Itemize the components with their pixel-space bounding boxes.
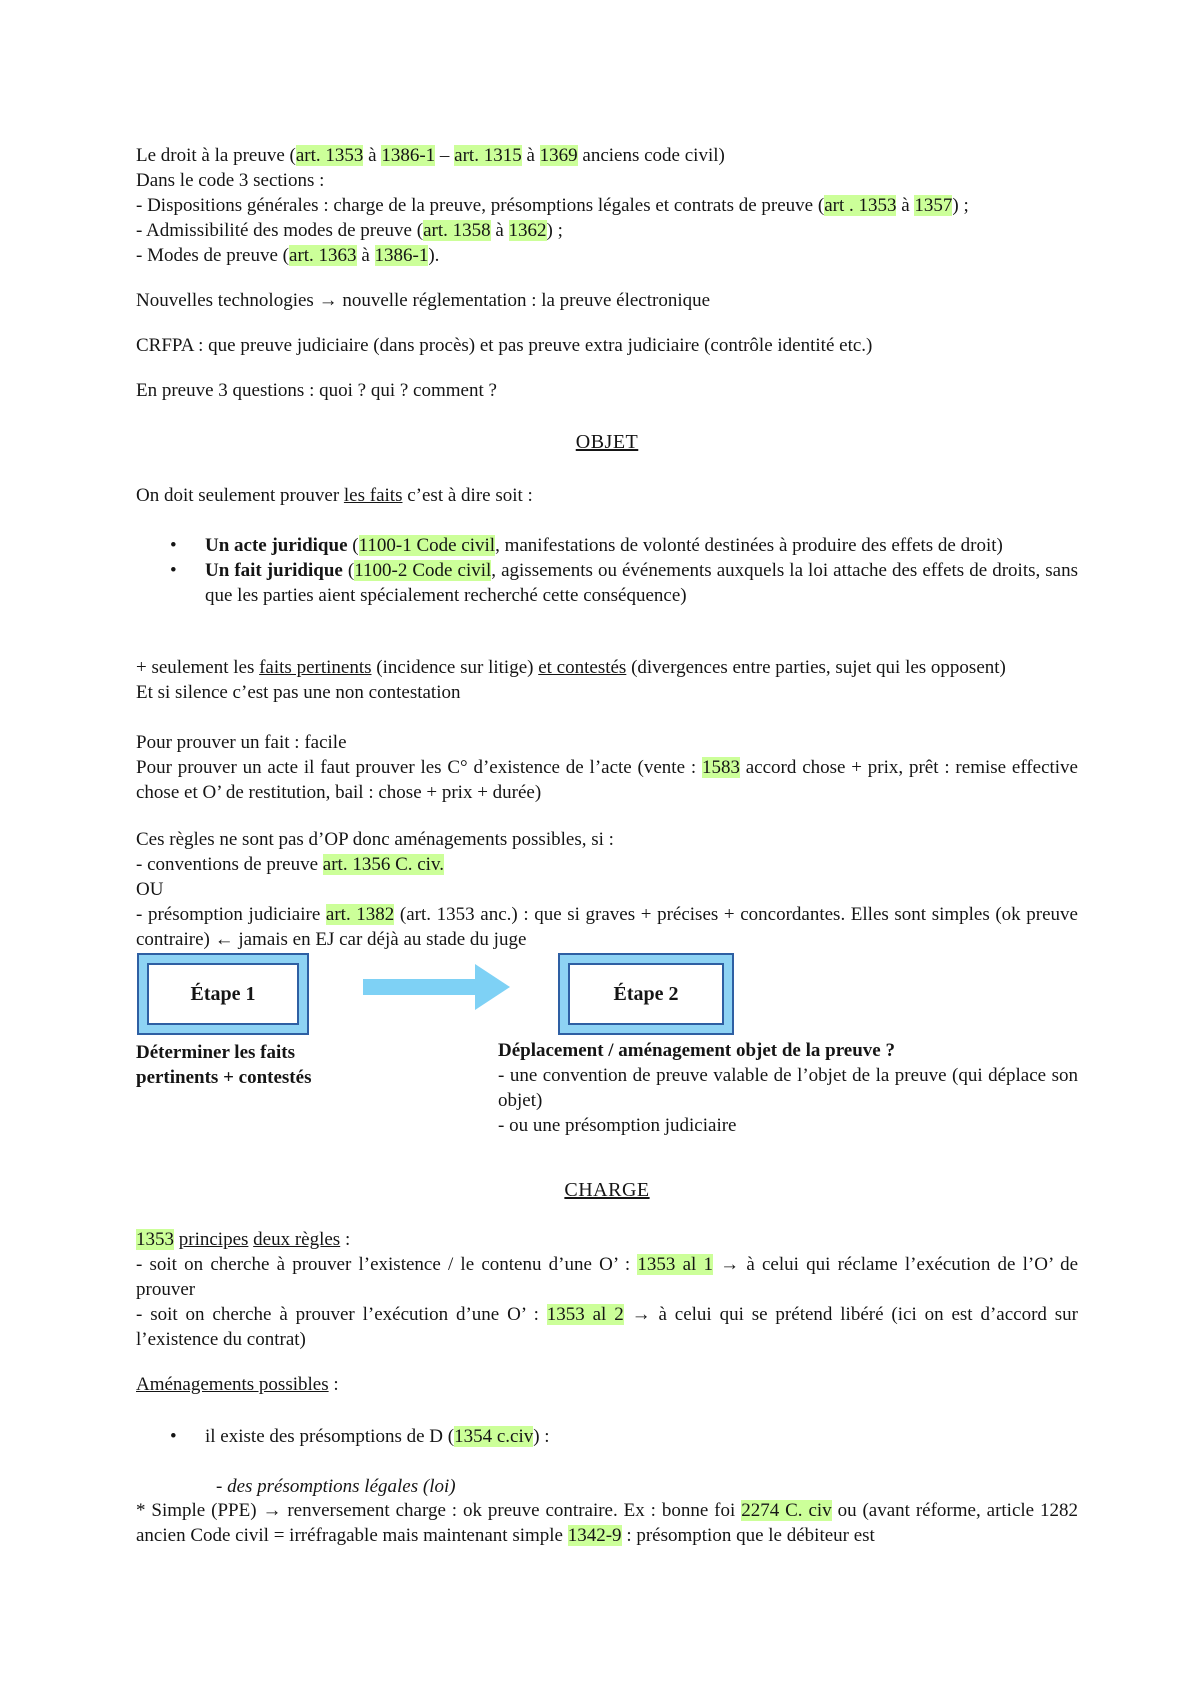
step1-label: Étape 1 [190, 982, 256, 1005]
op-line-1: Ces règles ne sont pas d’OP donc aménagements possibles, si : [136, 829, 614, 850]
paragraph-pertinents [136, 655, 1078, 705]
paragraph-prouver [136, 730, 1078, 805]
charge-line-3: - soit on cherche à prouver l’exécution d’une O’ : 1353 al 2 → à celui qui se prétend libéré (ici on est d’accord sur l’existence du contrat) [136, 1304, 1078, 1350]
intro-line-5: - Modes de preuve (art. 1363 à 1386-1). [136, 245, 440, 266]
op-line-2: - conventions de preuve art. 1356 C. civ. [136, 854, 444, 875]
pertinents-line-1: + seulement les faits pertinents (incidence sur litige) et contestés (divergences entre parties, sujet qui les opposent) [136, 657, 1006, 678]
caption-step2-item-1: - une convention de preuve valable de l’objet de la preuve (qui déplace son objet) [498, 1065, 1078, 1111]
intro-line-3: - Dispositions générales : charge de la preuve, présomptions légales et contrats de preuve (art . 1353 à 1357) ; [136, 195, 969, 216]
paragraph-on-doit: On doit seulement prouver les faits c’est à dire soit : [136, 485, 533, 506]
intro-line-2: Dans le code 3 sections : [136, 170, 325, 191]
bullet-icon: • [170, 535, 177, 556]
paragraph-technologies: Nouvelles technologies → nouvelle réglementation : la preuve électronique [136, 290, 711, 311]
step2-box [558, 953, 734, 1035]
step1-inner-box [147, 963, 299, 1025]
paragraph-charge-regles [136, 1227, 1078, 1352]
caption-step2 [498, 1038, 1078, 1138]
step2-label: Étape 2 [613, 982, 679, 1005]
paragraph-amenagements: Aménagements possibles : [136, 1374, 339, 1395]
caption-step1: Déterminer les faits pertinents + contestés [136, 1042, 312, 1088]
charge-line-1: 1353 principes deux règles : [136, 1229, 351, 1250]
op-line-3: OU [136, 879, 164, 900]
list-item-text: il existe des présomptions de D (1354 c.civ) : [205, 1426, 550, 1447]
prouver-line-2: Pour prouver un acte il faut prouver les C° d’existence de l’acte (vente : 1583 accord chose + prix, prêt : remise effective chose et O’ de restitution, bail : chose + prix + durée) [136, 757, 1078, 803]
step2-inner-box [568, 963, 724, 1025]
caption-step2-item-2: - ou une présomption judiciaire [498, 1115, 737, 1136]
paragraph-crfpa: CRFPA : que preuve judiciaire (dans procès) et pas preuve extra judiciaire (contrôle identité etc.) [136, 335, 873, 356]
bullet-icon: • [170, 1426, 177, 1447]
heading-objet [136, 430, 1078, 455]
list-item-text: Un acte juridique (1100-1 Code civil, manifestations de volonté destinées à produire des effets de droit) [205, 535, 1003, 556]
prouver-line-1: Pour prouver un fait : facile [136, 732, 347, 753]
list-item-fait-juridique [136, 558, 1078, 608]
bullet-icon: • [170, 560, 177, 581]
list-item-presomptions [136, 1424, 1078, 1449]
paragraph-simple-ppe: * Simple (PPE) → renversement charge : ok preuve contraire. Ex : bonne foi 2274 C. civ ou (avant réforme, article 1282 ancien Code civil = irréfragable mais maintenant simple 1342-9 : présomption que le débiteur est [136, 1500, 1078, 1546]
list-item-acte-juridique [136, 533, 1078, 558]
charge-line-2: - soit on cherche à prouver l’existence / le contenu d’une O’ : 1353 al 1 → à celui qui réclame l’exécution de l’O’ de prouver [136, 1254, 1079, 1300]
list-item-text: Un fait juridique (1100-2 Code civil, agissements ou événements auxquels la loi attache des effets de droits, sans que les parties aient spécialement recherché cette conséquence) [205, 560, 1079, 606]
heading-charge [136, 1178, 1078, 1203]
paragraph-questions: En preuve 3 questions : quoi ? qui ? comment ? [136, 380, 497, 401]
step1-box [137, 953, 309, 1035]
flow-arrow-icon [363, 964, 510, 1010]
intro-line-4: - Admissibilité des modes de preuve (art. 1358 à 1362) ; [136, 220, 563, 241]
paragraph-legales [136, 1474, 1078, 1499]
heading-charge-text: CHARGE [564, 1179, 650, 1201]
heading-objet-text: OBJET [575, 431, 639, 453]
bullet-list-objet [136, 533, 1078, 608]
bullet-list-charge [136, 1424, 1078, 1449]
op-line-4: - présomption judiciaire art. 1382 (art. 1353 anc.) : que si graves + précises + concordantes. Elles sont simples (ok preuve contraire) ← jamais en EJ car déjà au stade du juge [136, 904, 1078, 950]
intro-line-1: Le droit à la preuve (art. 1353 à 1386-1 – art. 1315 à 1369 anciens code civil) [136, 145, 725, 166]
paragraph-intro [136, 143, 1078, 268]
paragraph-ordre-public [136, 827, 1078, 952]
legales-line: - des présomptions légales (loi) [216, 1476, 456, 1497]
caption-step2-title: Déplacement / aménagement objet de la preuve ? [498, 1040, 895, 1061]
pertinents-line-2: Et si silence c’est pas une non contestation [136, 682, 461, 703]
